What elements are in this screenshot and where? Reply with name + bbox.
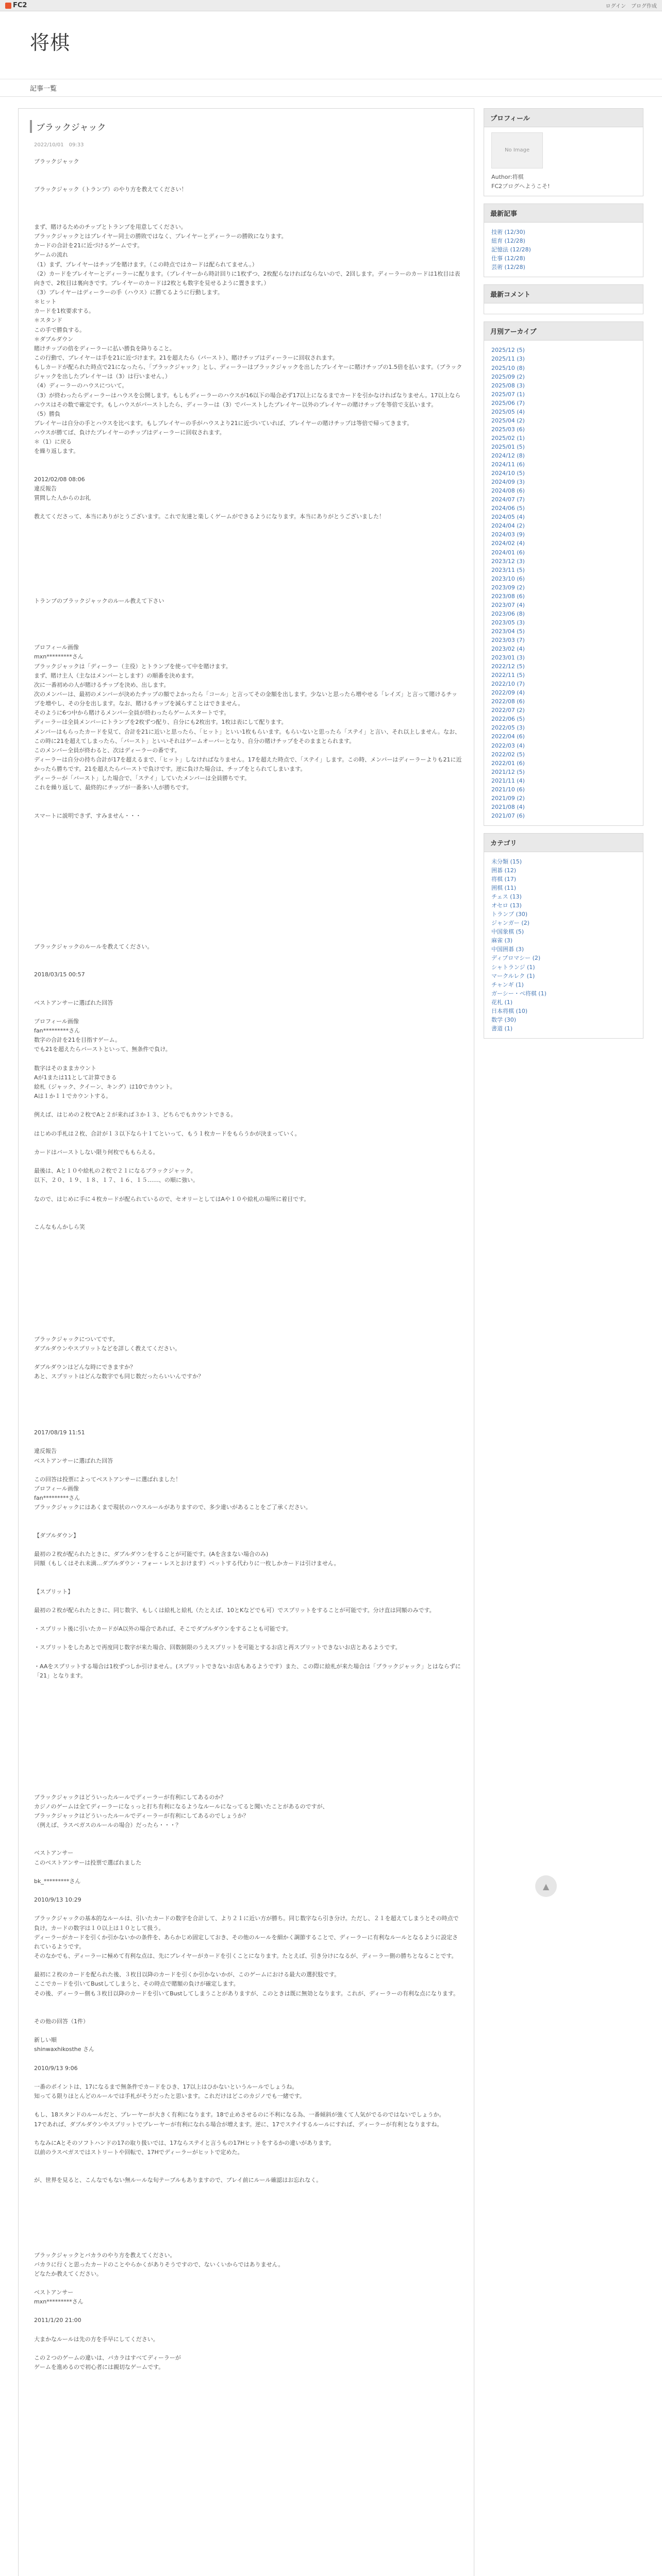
archive-month-link[interactable]: 2023/12 (3) (491, 557, 525, 565)
archive-month-link[interactable]: 2025/07 (1) (491, 391, 525, 398)
category-link[interactable]: 麻雀 (3) (491, 937, 513, 944)
archive-month-link[interactable]: 2021/08 (4) (491, 803, 525, 810)
category-link[interactable]: チェス (13) (491, 893, 522, 901)
archive-month-link[interactable]: 2025/06 (7) (491, 399, 525, 406)
archive-month-link[interactable]: 2024/06 (5) (491, 505, 525, 512)
fc2-logo-icon (5, 3, 11, 9)
archive-month-link[interactable]: 2025/11 (3) (491, 355, 525, 363)
category-list (484, 852, 643, 1038)
latest-entry-link[interactable]: 仕事 (12/28) (491, 255, 525, 262)
category-link[interactable]: ジャンガー (2) (491, 920, 529, 927)
archive-month-link[interactable]: 2025/12 (5) (491, 347, 525, 354)
archive-month-link[interactable]: 2021/10 (6) (491, 786, 525, 793)
category-link[interactable]: マークルレク (1) (491, 972, 535, 979)
site-header (0, 11, 662, 79)
main-entry (18, 108, 474, 2576)
archive-month-link[interactable]: 2025/03 (6) (491, 426, 525, 433)
author-label: Author:将棋 (491, 174, 524, 180)
latest-entry-link[interactable]: 記憶法 (12/28) (491, 246, 531, 253)
archive-title: 月別アーカイブ (484, 322, 643, 341)
category-link[interactable]: オセロ (13) (491, 902, 522, 909)
archive-month-link[interactable]: 2025/09 (2) (491, 373, 525, 380)
archive-month-link[interactable]: 2021/11 (4) (491, 777, 525, 784)
archive-month-link[interactable]: 2024/10 (5) (491, 470, 525, 477)
latest-panel (484, 204, 643, 277)
archive-month-link[interactable]: 2023/03 (7) (491, 636, 525, 643)
latest-entry-link[interactable]: 紐育 (12/28) (491, 238, 525, 245)
archive-month-link[interactable]: 2022/11 (5) (491, 672, 525, 679)
archive-month-link[interactable]: 2024/03 (9) (491, 531, 525, 538)
archive-month-link[interactable]: 2023/09 (2) (491, 584, 525, 591)
archive-month-link[interactable]: 2023/08 (6) (491, 592, 525, 600)
nav-bar (0, 79, 662, 97)
entry-body (19, 150, 474, 2372)
sidebar (484, 108, 643, 2576)
archive-month-link[interactable]: 2025/04 (2) (491, 417, 525, 424)
latest-entry-link[interactable]: 技術 (12/30) (491, 229, 525, 236)
archive-panel (484, 321, 643, 826)
comments-panel (484, 284, 643, 314)
archive-month-link[interactable]: 2022/01 (6) (491, 759, 525, 767)
archive-month-link[interactable]: 2024/04 (2) (491, 522, 525, 530)
entry-date: 2022/10/01 09:33 (34, 142, 84, 148)
archive-month-link[interactable]: 2024/08 (6) (491, 487, 525, 495)
archive-month-link[interactable]: 2022/03 (4) (491, 742, 525, 749)
fc2-logo[interactable]: FC2 (5, 2, 27, 9)
archive-month-link[interactable]: 2024/07 (7) (491, 496, 525, 503)
archive-month-link[interactable]: 2024/09 (3) (491, 479, 525, 486)
category-panel (484, 833, 643, 1039)
archive-month-link[interactable]: 2025/05 (4) (491, 408, 525, 415)
category-link[interactable]: 未分類 (15) (491, 858, 522, 865)
archive-month-link[interactable]: 2024/02 (4) (491, 540, 525, 547)
entry-text: ブラックジャック ブラックジャック（トランプ）のやり方を教えてください！ まず、賭けるためのチップとトランプを用意してください。 ブラックジャックとはプレイヤー同士の勝敗ではなく、プレイヤーとディーラーの勝敗になります。 カードの合計を21に近づけるゲームです。 ゲームの流れ （1）まず、プレイヤーはチップを賭けます。（この時点ではカードは配られてません。） （2）カードをプレイヤーとディーラーに配ります。（プレイヤーから時計回りに1枚ずつ、2枚配らなければならないので、2回します。ディーラーのカードは1枚目は表向きで、2枚目は裏向きです。プレイヤーのカードは2枚とも数字を見せるように置きます。） （3）プレイヤーはディーラーの手（ハウス）に勝てるように行動します。 ＊ヒット カードを1枚要求する。 ＊スタンド この手で勝負する。 ＊ダブルダウン 賭けチップの倍をディーラーに払い勝負を降りること。 この行動で、プレイヤーは手を21に近づけます。21を超えたら（バースト）、賭けチップはディーラーに回収されます。 もしカードが配られた時点で21になったら、「ブラックジャック」とし、ディーラーはブラックジャックを出したプレイヤーに賭けチップの1.5倍を払います。（ブラックジャックを出したプレイヤーは（3）は行いません。） （4）ディーラーのハウスについて。 （3）が終わったらディーラーはハウスを公開します。もしもディーラーのハウスが16以下の場合必ず17以上になるまでカードを引かなければなりません。17以上ならハウスはその数で確定です。もしハウスがバーストしたら、ディーラーは（3）でバーストしたプレイヤー以外のプレイヤーの賭けチップを等倍で支払います。 （5）勝負 プレイヤーは自分の手とハウスを比べます。もしプレイヤーの手がハウスより21に近づいていれば、プレイヤーの賭けチップは等倍で帰ってきます。 ハウスが勝てば、負けたプレイヤーのチップはディーラーに回収されます。 ＊（1）に戻る を繰り返します。 2012/02/08 08:06 違反報告 質問した人からのお礼 教えてくださって、本当にありがとうございます。これで友達と楽しくゲームができるようになります。本当にありがとうございました！ トランプのブラックジャックのルール教えて下さい プロフィール画像 mxn*********さん ブラックジャックは「ディーラー（主役）とトランプを使って中を賭けます。 まず、賭け主人（主なはメンバーとします）の順番を決めます。 次に一番初めの人が賭けるチップを決め、出します。 次のメンバーは、最初のメンバーが決めたチップの額でよかったら「コール」と言ってその金額を出します。少ないと思ったら増やせる「レイズ」と言って賭けるチップを増やし、その分を出します。なお、賭けるチップを減らすことはできません。 そのように6つ中から賭けるメンバー全員が終わったらゲームスタートです。 ディーラーは全員メンバーにトランプを2枚ずつ配り、自分にも2枚出す。1枚は表にして配ります。 メンバーはもらったカードを見て、合計を21に近いと思ったら、「ヒット」といい1枚もらいます。もらいないと思ったら「ステイ」と言い、それ以上しません。なお、この時に21を超えてしまったら、「バースト」といいそれはゲームオーバーとなり、自分の賭けチップをそのままとられます。 このメンバー全員が終わると、次はディーラーの番です。 ディーラーは自分の持ち合計が17を超えるまで、「ヒット」しなければなりません。17を超えた時点で、「ステイ」します。この時、メンバーはディーラーよりも21に近かったら勝ちです。21を超えたらバーストで負けです。逆に負けた場合は、チップをとられてしまいます。 ディーラーが「バースト」した場合で、「ステイ」していたメンバーは全員勝ちです。 これを繰り返して、最終的にチップが一番多い人が勝ちです。 スマートに説明できず、すみません・・・ ブラックジャックのルールを教えてください。 2018/03/15 00:57 ベストアンサーに選ばれた回答 プロフィール画像 fan*********さん 数字の合計を21を目指すゲーム。 でも21を超えたらバーストといって、無条件で負け。 数字はそのままカウント Aが1または11として計算できる 絵札（ジャック、クイーン、キング）は10でカウント。 Aは１か１１でカウントする。 例えば、はじめの２枚でAと２が来れば３か１３、どちらでもカウントできる。 はじめの手札は２枚、合計が１３以下なら十１てといって、もう１枚カードをもらうかが決まっていく。 カードはバーストしない限り何枚でももらえる。 最後は、Aと１０や絵札の２枚で２１になるブラックジャック。 以下、２０、１９、１８、１７、１６、１５……、の順に強い。 なので、はじめに手に４枚カードが配られているので、セオリーとしてはAや１０や絵札の場所に着目です。 こんなもんかしら笑 ブラックジャックについてです。 ダブルダウンやスプリットなどを詳しく教えてください。 ダブルダウンはどんな時にできますか？ あと、スプリットはどんな数字でも同じ数だったらいいんですか？ 2017/08/19 11:51 違反報告 ベストアンサーに選ばれた回答 この回答は投票によってベストアンサーに選ばれました！ プロフィール画像 fan*********さん ブラックジャックにはあくまで現状のハウスルールがありますので、多少違いがあることをご了承ください。 【ダブルダウン】 最初の２枚が配られたときに、ダブルダウンをすることが可能です。(Aを含まない場合のみ) 同額（もしくはそれ未満…ダブルダウン・フォー・レスとおけます）ベットする代わりに一枚しかカードは引けません。 【スプリット】 最初の２枚が配られたときに、同じ数字、もしくは絵札と絵札（たとえば、10とKなどでも可）でスプリットをすることが可能です。分け直は同額のみです。 ・スプリット後に引いたカードがA以外の場合であれば、そこでダブルダウンをすることも可能です。 ・スプリットをしたあとで再度同じ数字が来た場合、回数制限のうえスプリットを可能とするお店と再スプリットできないお店とあるようです。 ・AAをスプリットする場合は1枚ずつしか引けません。(スプリットできないお店もあるようです）また、この際に絵札が来た場合は「ブラックジャック」とはならずに「21」となります。 ブラックジャックはどういったルールでディーラーが有利にしてあるのか？ カジノのゲームは全てディーラーになぅっと打ち有利になるようなルールになってると聞いたことがあるのですが、 ブラックジャックはどういったルールでディーラーが有利にしてあるのでしょうか？ （例えば、ラスベガスのルールの場合）だったら・・・？ ベストアンサー このベストアンサーは投票で選ばれました bk_*********さん 2010/9/13 10:29 ブラックジャックの基本的なルールは、引いたカードの数字を合計して、より２１に近い方が勝ち。同じ数字なら引き分け。ただし、２１を超えてしまうとその時点で負け。カードの数字は１０以上は１０として扱う。 ディーラーがカードを引くか引かないかの条件を、あらかじめ固定しておき、その他のルールを細かく調節することで、ディーラーに有利なルールとなるように設定されているようです。 そのなかでも、ディーラーに極めて有利な点は、先にプレイヤーがカードを引くことになります。たとえば、引き分けになるが、ディーラー側の勝ちとなることです。 最初に２枚のカードを配られた後、３枚目以降のカードを引くか引かないかが、このゲームにおける最大の選択肢です。 ここでカードを引いてBustしてしまうと、その時点で賭額の負けが確定します。 その後、ディーラー側も３枚目以降のカードを引いてBustしてしまうことがありますが、このときは既に無効となります。これが、ディーラーの有利な点になります。 その他の回答（1件） 新しい順 shinwaxhikosthe さん 2010/9/13 9:06 一番のポイントは、17になるまで無条件でカードをひき、17以上はひかないというルールでしょうね。 知ってる限りほとんどのルールでは手札がそうだったと思います。これだけはどこのカジノでも一緒です。 もし、18スタンドのルールだと、プレーヤーが大きく有利になります。18で止めさせるのに不利になる為、一番傾斜が強くて人気がでるのではないでしょうか。 17であれば、ダブルダウンやスプリットでプレーヤーが有利になれる場合が増えます。逆に、17でステイするルールにすれば、ディーラーが有利となりますね。 ちなみにAとそのソフトハンドの17の取り扱いでは、17ならステイと言うもの17Hヒットをするかの違いがあります。 以前のラスベガスではストリートや回転で、17Hでディーラーがヒットで定めた。 が、世界を見ると、こんなでもない無ルールな旬テーブルもありますので、プレイ前にルール確認はお忘れなく。 ブラックジャックとバカラのやり方を教えてください。 バカラに行くと思ったカードのことやらかくがありそうですので、ないくいからではありません。 どなたか教えてください。 ベストアンサー mxn*********さん 2011/1/20 21:00 大まかなルールは先の方を手早にしてください。 この２つのゲームの違いは、バカラはすべてディーラーが ゲームを進めるので初心者には親切なゲームです。 (34, 158, 462, 2371)
profile-panel (484, 108, 643, 196)
category-title: カテゴリ (484, 834, 643, 852)
archive-month-link[interactable]: 2024/12 (8) (491, 452, 525, 459)
category-link[interactable]: 花札 (1) (491, 998, 513, 1006)
category-link[interactable]: 中国象棋 (5) (491, 928, 524, 936)
archive-month-link[interactable]: 2025/01 (5) (491, 443, 525, 450)
latest-list (484, 223, 643, 277)
category-link[interactable]: チャンギ (1) (491, 981, 524, 988)
archive-month-link[interactable]: 2022/06 (5) (491, 716, 525, 723)
archive-list (484, 341, 643, 825)
archive-link[interactable]: 記事一覧 (30, 85, 57, 93)
entry-header (19, 109, 474, 150)
archive-month-link[interactable]: 2023/11 (5) (491, 566, 525, 573)
archive-month-link[interactable]: 2025/02 (1) (491, 434, 525, 442)
category-link[interactable]: 日本将棋 (10) (491, 1007, 528, 1014)
archive-month-link[interactable]: 2022/12 (5) (491, 663, 525, 670)
category-link[interactable]: ガーシー・ベ将棋 (1) (491, 990, 547, 997)
latest-entry-link[interactable]: 芸術 (12/28) (491, 264, 525, 271)
category-link[interactable]: 中国囲碁 (3) (491, 946, 524, 953)
archive-month-link[interactable]: 2024/01 (6) (491, 549, 525, 556)
category-link[interactable]: トランプ (30) (491, 911, 528, 918)
content-wrap (0, 97, 662, 2576)
archive-month-link[interactable]: 2022/10 (7) (491, 681, 525, 688)
archive-month-link[interactable]: 2022/04 (6) (491, 733, 525, 740)
archive-month-link[interactable]: 2023/10 (6) (491, 575, 525, 582)
site-title[interactable]: 将棋 (30, 31, 71, 54)
archive-month-link[interactable]: 2022/07 (2) (491, 707, 525, 714)
comments-body (484, 303, 643, 314)
category-link[interactable]: ディプロマシー (2) (491, 955, 541, 962)
category-link[interactable]: 数学 (30) (491, 1016, 517, 1023)
category-link[interactable]: 囲碁 (12) (491, 867, 517, 874)
latest-title: 最新記事 (484, 204, 643, 223)
archive-month-link[interactable]: 2024/11 (6) (491, 461, 525, 468)
archive-month-link[interactable]: 2023/05 (3) (491, 619, 525, 626)
profile-title: プロフィール (484, 109, 643, 127)
archive-month-link[interactable]: 2023/06 (8) (491, 610, 525, 617)
entry-title[interactable]: ブラックジャック (30, 120, 462, 133)
category-link[interactable]: 書道 (1) (491, 1025, 513, 1032)
archive-month-link[interactable]: 2022/05 (3) (491, 724, 525, 732)
archive-month-link[interactable]: 2021/12 (5) (491, 768, 525, 775)
category-link[interactable]: 将棋 (17) (491, 876, 517, 883)
archive-month-link[interactable]: 2021/07 (6) (491, 812, 525, 819)
author-desc: FC2ブログへようこそ! (491, 182, 550, 190)
archive-month-link[interactable]: 2023/07 (4) (491, 601, 525, 608)
avatar: No Image (491, 132, 543, 168)
archive-month-link[interactable]: 2022/02 (5) (491, 751, 525, 758)
category-link[interactable]: 囲棋 (11) (491, 885, 517, 892)
up-arrow-icon[interactable]: ▲ (535, 1875, 557, 1897)
archive-month-link[interactable]: 2021/09 (2) (491, 794, 525, 802)
archive-month-link[interactable]: 2025/08 (3) (491, 382, 525, 389)
comments-title: 最新コメント (484, 285, 643, 303)
login-link[interactable]: ログイン (605, 4, 626, 9)
category-link[interactable]: シャトランジ (1) (491, 963, 535, 971)
create-blog-link[interactable]: ブログ作成 (631, 4, 657, 9)
topbar-links (606, 2, 657, 9)
fc2-topbar (0, 0, 662, 11)
archive-month-link[interactable]: 2023/04 (5) (491, 628, 525, 635)
archive-month-link[interactable]: 2024/05 (4) (491, 514, 525, 521)
archive-month-link[interactable]: 2023/01 (3) (491, 654, 525, 662)
archive-month-link[interactable]: 2023/02 (4) (491, 646, 525, 653)
archive-month-link[interactable]: 2022/09 (4) (491, 689, 525, 697)
archive-month-link[interactable]: 2025/10 (8) (491, 364, 525, 371)
archive-month-link[interactable]: 2022/08 (6) (491, 698, 525, 705)
